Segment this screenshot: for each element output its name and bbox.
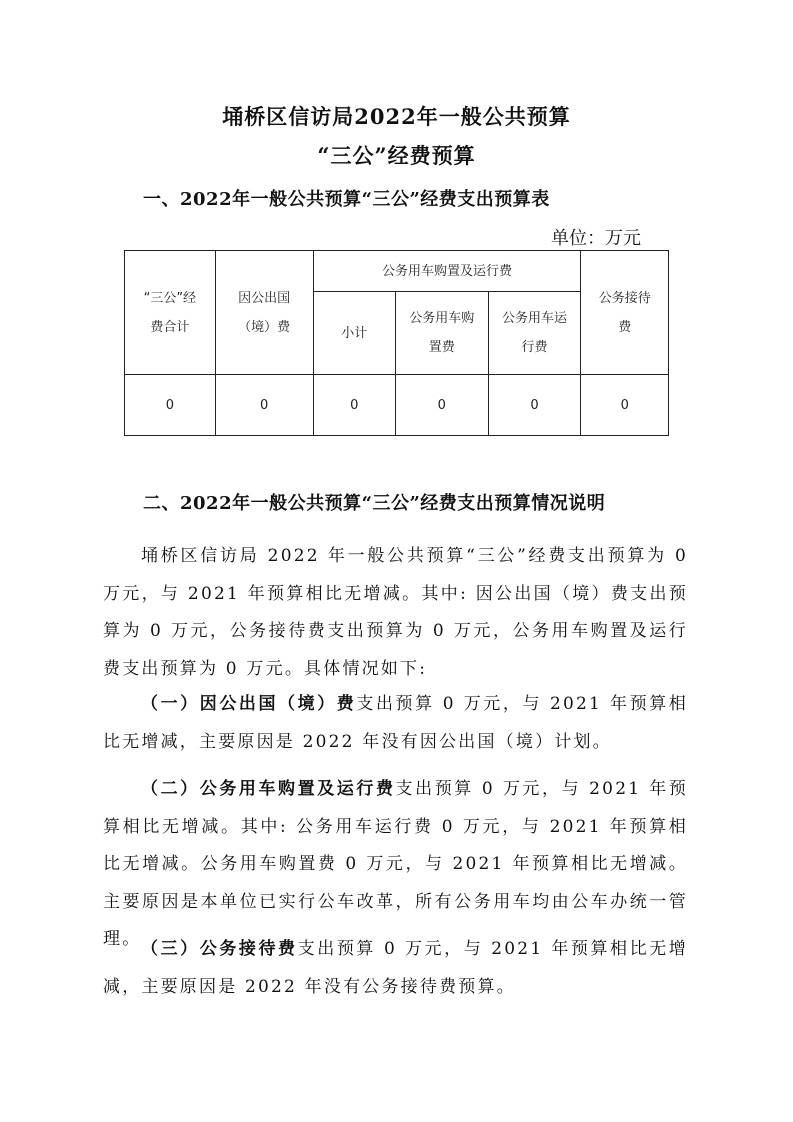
unit-label: 单位：万元 (551, 228, 641, 249)
header-vehicle-subtotal: 小计 (313, 292, 395, 375)
budget-table (124, 250, 669, 436)
document-title-line2: “三公”经费预算 (317, 143, 476, 168)
header-vehicle-operation: 公务用车运 行费 (488, 292, 581, 375)
cell-total: 0 (125, 375, 216, 436)
item-reception (103, 931, 688, 1006)
document-title-line1: 埇桥区信访局2022年一般公共预算 (222, 104, 571, 129)
item-text: 支出预算 0 万元，与 2021 年预算相比无增减，主要原因是 2022 年没有因公出国（境）计划。 (103, 694, 688, 752)
cell-reception: 0 (581, 375, 669, 436)
item-overseas (103, 686, 688, 761)
cell-vehicle-purchase: 0 (395, 375, 488, 436)
item-label: （二）公务用车购置及运行费 (141, 779, 396, 799)
intro-paragraph: 埇桥区信访局 2022 年一般公共预算“三公”经费支出预算为 0 万元，与 2021 年预算相比无增减。其中: 因公出国（境）费支出预算为 0 万元，公务接待费支出预算为 0 万元，公务用车购置及运行费支出预算为 0 万元。具体情况如下: (103, 546, 688, 679)
header-vehicle-purchase: 公务用车购 置费 (395, 292, 488, 375)
header-overseas: 因公出国 （境）费 (215, 251, 313, 375)
header-vehicle-group: 公务用车购置及运行费 (313, 251, 581, 292)
item-label: （一）因公出国（境）费 (141, 694, 357, 714)
table-row (125, 375, 669, 436)
section2-heading: 二、2022年一般公共预算“三公”经费支出预算情况说明 (143, 493, 606, 514)
item-text: 支出预算 0 万元，与 2021 年预算相比无增减，主要原因是 2022 年没有公务接待费预算。 (103, 939, 688, 997)
cell-vehicle-operation: 0 (488, 375, 581, 436)
section1-heading: 一、2022年一般公共预算“三公”经费支出预算表 (143, 189, 550, 210)
header-total: “三公”经 费合计 (125, 251, 216, 375)
cell-vehicle-subtotal: 0 (313, 375, 395, 436)
header-reception: 公务接待 费 (581, 251, 669, 375)
cell-overseas: 0 (215, 375, 313, 436)
item-text: 支出预算 0 万元，与 2021 年预算相比无增减。其中: 公务用车运行费 0 万元，与 2021 年预算相比无增减。公务用车购置费 0 万元，与 2021 年预算相比无增减。主要原因是本单位已实行公车改革，所有公务用车均由公车办统一管理。 (103, 779, 688, 949)
item-label: （三）公务接待费 (141, 939, 298, 959)
